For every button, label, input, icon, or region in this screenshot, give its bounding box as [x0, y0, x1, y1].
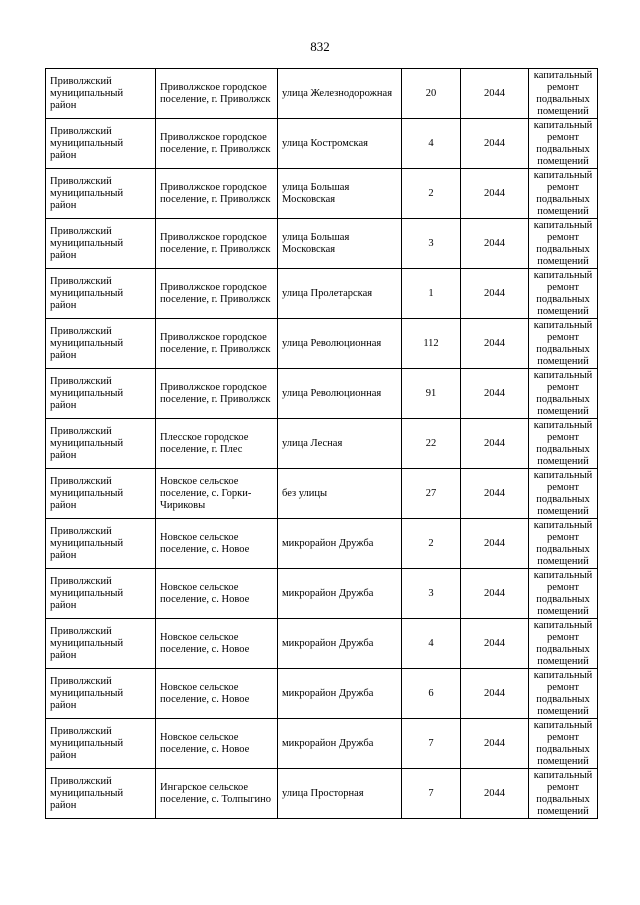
house-number-cell: 112	[402, 319, 461, 369]
planned-year-cell: 2044	[461, 69, 529, 119]
table-row	[46, 319, 598, 369]
district-cell: Приволжский муниципальный район	[46, 269, 156, 319]
street-cell: улица Революционная	[278, 319, 402, 369]
work-type-cell: капитальный ремонт подвальных помещений	[529, 769, 598, 819]
work-type-cell: капитальный ремонт подвальных помещений	[529, 719, 598, 769]
planned-year-cell: 2044	[461, 219, 529, 269]
settlement-cell: Приволжское городское поселение, г. Приволжск	[156, 319, 278, 369]
planned-year-cell: 2044	[461, 469, 529, 519]
house-number-cell: 27	[402, 469, 461, 519]
house-number-cell: 7	[402, 769, 461, 819]
street-cell: улица Лесная	[278, 419, 402, 469]
street-cell: микрорайон Дружба	[278, 519, 402, 569]
table-row	[46, 369, 598, 419]
table-row	[46, 69, 598, 119]
street-cell: микрорайон Дружба	[278, 719, 402, 769]
work-type-cell: капитальный ремонт подвальных помещений	[529, 569, 598, 619]
planned-year-cell: 2044	[461, 719, 529, 769]
district-cell: Приволжский муниципальный район	[46, 719, 156, 769]
work-type-cell: капитальный ремонт подвальных помещений	[529, 669, 598, 719]
table-row	[46, 669, 598, 719]
street-cell: улица Железнодорожная	[278, 69, 402, 119]
planned-year-cell: 2044	[461, 519, 529, 569]
street-cell: улица Большая Московская	[278, 219, 402, 269]
settlement-cell: Новское сельское поселение, с. Новое	[156, 619, 278, 669]
house-number-cell: 22	[402, 419, 461, 469]
work-type-cell: капитальный ремонт подвальных помещений	[529, 219, 598, 269]
planned-year-cell: 2044	[461, 669, 529, 719]
district-cell: Приволжский муниципальный район	[46, 69, 156, 119]
district-cell: Приволжский муниципальный район	[46, 319, 156, 369]
settlement-cell: Новское сельское поселение, с. Новое	[156, 669, 278, 719]
table-row	[46, 269, 598, 319]
settlement-cell: Приволжское городское поселение, г. Приволжск	[156, 369, 278, 419]
district-cell: Приволжский муниципальный район	[46, 769, 156, 819]
district-cell: Приволжский муниципальный район	[46, 219, 156, 269]
street-cell: улица Костромская	[278, 119, 402, 169]
settlement-cell: Новское сельское поселение, с. Новое	[156, 519, 278, 569]
table-row	[46, 619, 598, 669]
street-cell: микрорайон Дружба	[278, 619, 402, 669]
settlement-cell: Плесское городское поселение, г. Плес	[156, 419, 278, 469]
house-number-cell: 4	[402, 619, 461, 669]
table-row	[46, 219, 598, 269]
settlement-cell: Приволжское городское поселение, г. Приволжск	[156, 119, 278, 169]
street-cell: микрорайон Дружба	[278, 669, 402, 719]
house-number-cell: 1	[402, 269, 461, 319]
planned-year-cell: 2044	[461, 369, 529, 419]
district-cell: Приволжский муниципальный район	[46, 169, 156, 219]
settlement-cell: Приволжское городское поселение, г. Приволжск	[156, 169, 278, 219]
street-cell: улица Большая Московская	[278, 169, 402, 219]
planned-year-cell: 2044	[461, 769, 529, 819]
planned-year-cell: 2044	[461, 119, 529, 169]
planned-year-cell: 2044	[461, 269, 529, 319]
house-number-cell: 3	[402, 569, 461, 619]
work-type-cell: капитальный ремонт подвальных помещений	[529, 319, 598, 369]
table-row	[46, 419, 598, 469]
settlement-cell: Новское сельское поселение, с. Новое	[156, 569, 278, 619]
table-body	[46, 69, 598, 819]
house-number-cell: 2	[402, 169, 461, 219]
district-cell: Приволжский муниципальный район	[46, 569, 156, 619]
district-cell: Приволжский муниципальный район	[46, 119, 156, 169]
district-cell: Приволжский муниципальный район	[46, 419, 156, 469]
street-cell: улица Пролетарская	[278, 269, 402, 319]
table-row	[46, 719, 598, 769]
work-type-cell: капитальный ремонт подвальных помещений	[529, 519, 598, 569]
district-cell: Приволжский муниципальный район	[46, 469, 156, 519]
district-cell: Приволжский муниципальный район	[46, 619, 156, 669]
house-number-cell: 7	[402, 719, 461, 769]
table-row	[46, 769, 598, 819]
street-cell: улица Революционная	[278, 369, 402, 419]
work-type-cell: капитальный ремонт подвальных помещений	[529, 619, 598, 669]
repair-schedule-table	[45, 68, 598, 819]
settlement-cell: Ингарское сельское поселение, с. Толпыгино	[156, 769, 278, 819]
page-number: 832	[310, 39, 330, 54]
house-number-cell: 2	[402, 519, 461, 569]
work-type-cell: капитальный ремонт подвальных помещений	[529, 469, 598, 519]
planned-year-cell: 2044	[461, 619, 529, 669]
street-cell: без улицы	[278, 469, 402, 519]
work-type-cell: капитальный ремонт подвальных помещений	[529, 119, 598, 169]
district-cell: Приволжский муниципальный район	[46, 669, 156, 719]
settlement-cell: Новское сельское поселение, с. Новое	[156, 719, 278, 769]
street-cell: микрорайон Дружба	[278, 569, 402, 619]
street-cell: улица Просторная	[278, 769, 402, 819]
settlement-cell: Приволжское городское поселение, г. Приволжск	[156, 69, 278, 119]
table-row	[46, 119, 598, 169]
house-number-cell: 20	[402, 69, 461, 119]
house-number-cell: 4	[402, 119, 461, 169]
work-type-cell: капитальный ремонт подвальных помещений	[529, 369, 598, 419]
district-cell: Приволжский муниципальный район	[46, 369, 156, 419]
planned-year-cell: 2044	[461, 169, 529, 219]
settlement-cell: Новское сельское поселение, с. Горки-Чириковы	[156, 469, 278, 519]
settlement-cell: Приволжское городское поселение, г. Приволжск	[156, 219, 278, 269]
district-cell: Приволжский муниципальный район	[46, 519, 156, 569]
work-type-cell: капитальный ремонт подвальных помещений	[529, 69, 598, 119]
settlement-cell: Приволжское городское поселение, г. Приволжск	[156, 269, 278, 319]
house-number-cell: 91	[402, 369, 461, 419]
table-row	[46, 469, 598, 519]
work-type-cell: капитальный ремонт подвальных помещений	[529, 419, 598, 469]
table-row	[46, 519, 598, 569]
table-row	[46, 169, 598, 219]
planned-year-cell: 2044	[461, 419, 529, 469]
planned-year-cell: 2044	[461, 319, 529, 369]
work-type-cell: капитальный ремонт подвальных помещений	[529, 169, 598, 219]
table-row	[46, 569, 598, 619]
planned-year-cell: 2044	[461, 569, 529, 619]
house-number-cell: 3	[402, 219, 461, 269]
work-type-cell: капитальный ремонт подвальных помещений	[529, 269, 598, 319]
house-number-cell: 6	[402, 669, 461, 719]
